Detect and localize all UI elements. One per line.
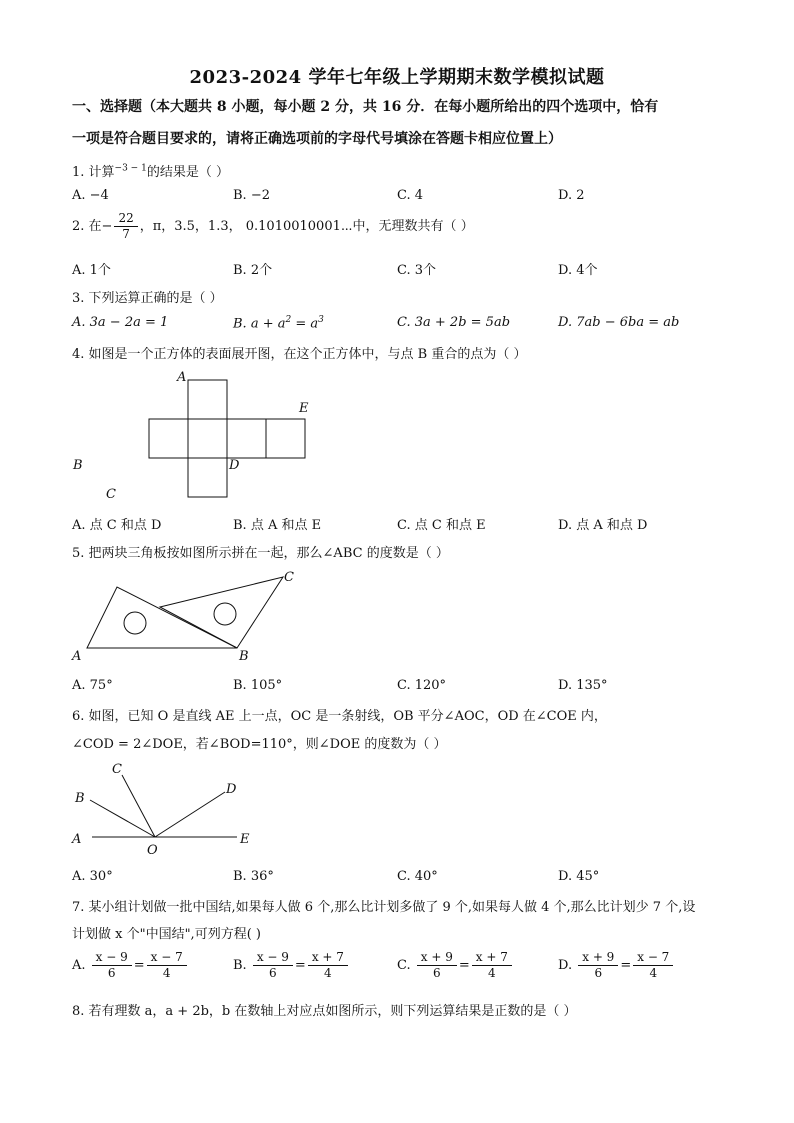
page-title: 2023-2024 学年七年级上学期期末数学模拟试题 [189, 67, 605, 88]
q7-option-b-right-fraction [308, 950, 348, 981]
q4-label-a: A [177, 370, 187, 385]
q4-option-a: A. 点 C 和点 D [72, 518, 162, 533]
q3-option-b-middle: = a [291, 316, 319, 332]
q5-option-a: A. 75° [72, 678, 113, 693]
q7-option-a-left-fraction [92, 950, 132, 981]
question-2 [72, 211, 474, 242]
q5-option-c: C. 120° [397, 678, 447, 693]
q4-label-b: B [73, 458, 83, 473]
q5-option-b: B. 105° [233, 678, 283, 693]
q3-option-b-prefix: B. a + a [233, 316, 286, 332]
q7-c-left-den: 6 [432, 966, 441, 980]
section-instructions-line1: 一、选择题（本大题共 8 小题，每小题 2 分，共 16 分．在每小题所给出的四个选项中，恰有 [72, 99, 659, 115]
q7-b-left-den: 6 [269, 966, 277, 980]
q7-option-a [72, 950, 189, 981]
question-3: 3. 下列运算正确的是（ ） [72, 291, 223, 306]
question-6-line2: ∠COD = 2∠DOE，若∠BOD=110°，则∠DOE 的度数为（ ） [72, 737, 447, 752]
q4-option-c: C. 点 C 和点 E [397, 518, 486, 533]
q7-option-c [397, 950, 514, 981]
q7-option-b-label: B. [233, 958, 247, 973]
q4-net-square-2 [188, 419, 227, 458]
q5-label-c: C [284, 570, 294, 585]
q2-option-a: A. 1个 [72, 263, 111, 278]
q4-net-square-top [188, 380, 227, 419]
q6-label-d: D [226, 782, 237, 797]
q4-label-e: E [299, 401, 309, 416]
q7-option-a-equals: = [133, 958, 145, 973]
q6-option-a: A. 30° [72, 869, 113, 884]
q2-suffix: ，π，3.5，1.3， 0.1010010001⋯中，无理数共有（ ） [139, 219, 474, 234]
question-6-line1: 6. 如图，已知 O 是直线 AE 上一点，OC 是一条射线，OB 平分∠AOC，OD 在∠COE 内， [72, 709, 607, 724]
q6-label-a: A [72, 832, 82, 847]
q2-option-c: C. 3个 [397, 263, 437, 278]
q7-d-right-num: x − 7 [633, 950, 673, 966]
q3-option-a: A. 3a − 2a = 1 [72, 315, 169, 330]
q7-option-c-label: C. [397, 958, 411, 973]
question-7-line1: 7. 某小组计划做一批中国结,如果每人做 6 个,那么比计划多做了 9 个,如果每人做 4 个,那么比计划少 7 个,设 [72, 900, 696, 915]
q5-option-d: D. 135° [558, 678, 608, 693]
q2-fraction-numerator: 22 [114, 211, 137, 227]
q6-label-c: C [112, 762, 122, 777]
q1-prefix: 1. 计算 [72, 165, 115, 180]
q3-option-b-exponent-1: 2 [285, 315, 292, 325]
q3-option-d: D. 7ab − 6ba = ab [558, 315, 680, 330]
q5-triangle-right [160, 577, 283, 648]
q1-expression: −3 − 1 [114, 163, 147, 174]
q7-d-right-den: 4 [649, 966, 658, 980]
q2-option-b: B. 2个 [233, 263, 273, 278]
q5-circle-left [124, 612, 146, 634]
q4-cube-net-diagram [70, 368, 309, 503]
q4-label-c: C [106, 487, 116, 502]
q4-option-b: B. 点 A 和点 E [233, 518, 322, 533]
q7-a-left-num: x − 9 [92, 950, 132, 966]
q7-option-b [233, 950, 350, 981]
q5-circle-right [214, 603, 236, 625]
q3-option-c: C. 3a + 2b = 5ab [397, 315, 511, 330]
q7-option-d-right-fraction [633, 950, 673, 981]
q7-a-right-den: 4 [162, 966, 171, 980]
q4-net-square-3 [227, 419, 266, 458]
q7-a-right-num: x − 7 [147, 950, 187, 966]
q7-d-left-num: x + 9 [578, 950, 618, 966]
q7-option-a-label: A. [72, 958, 86, 973]
q7-option-c-equals: = [458, 958, 470, 973]
q1-suffix: 的结果是（ ） [146, 165, 229, 180]
q3-option-b-exponent-2: 3 [318, 315, 324, 325]
question-4: 4. 如图是一个正方体的表面展开图，在这个正方体中，与点 B 重合的点为（ ） [72, 347, 527, 362]
q7-b-left-num: x − 9 [253, 950, 293, 966]
q6-label-e: E [240, 832, 250, 847]
q6-option-c: C. 40° [397, 869, 438, 884]
q1-option-a: A. −4 [72, 188, 109, 203]
q7-option-d-left-fraction [578, 950, 618, 981]
q2-fraction-denominator: 7 [122, 227, 130, 241]
q6-option-d: D. 45° [558, 869, 600, 884]
q6-label-o: O [147, 843, 158, 858]
question-1 [72, 161, 229, 180]
q7-b-right-den: 4 [324, 966, 332, 980]
q6-label-b: B [75, 791, 85, 806]
q7-option-d-equals: = [620, 958, 632, 973]
q7-c-right-den: 4 [487, 966, 496, 980]
section-instructions-line2: 一项是符合题目要求的，请将正确选项前的字母代号填涂在答题卡相应位置上） [72, 131, 562, 147]
question-5: 5. 把两块三角板按如图所示拼在一起，那么∠ABC 的度数是（ ） [72, 546, 449, 561]
q4-net-square-4 [266, 419, 305, 458]
q7-option-d [558, 950, 675, 981]
q3-option-b [233, 315, 324, 331]
q5-label-a: A [72, 649, 82, 664]
question-8: 8. 若有理数 a，a + 2b，b 在数轴上对应点如图所示，则下列运算结果是正数的是（ ） [72, 1004, 577, 1019]
q4-net-square-1 [149, 419, 188, 458]
q2-fraction [114, 211, 137, 242]
q7-option-b-equals: = [294, 958, 306, 973]
q6-option-b: B. 36° [233, 869, 274, 884]
q6-ray-od [155, 792, 225, 837]
q7-c-right-num: x + 7 [472, 950, 512, 966]
q2-prefix: 2. 在− [72, 219, 113, 234]
q1-option-c: C. 4 [397, 188, 424, 203]
q6-angle-diagram [65, 755, 275, 860]
q1-option-b: B. −2 [233, 188, 270, 203]
q2-option-d: D. 4个 [558, 263, 598, 278]
q7-b-right-num: x + 7 [308, 950, 348, 966]
q7-option-c-left-fraction [417, 950, 457, 981]
q7-d-left-den: 6 [594, 966, 603, 980]
q5-triangle-diagram [65, 565, 315, 670]
q7-a-left-den: 6 [107, 966, 116, 980]
q7-option-a-right-fraction [147, 950, 187, 981]
q4-net-square-bottom [188, 458, 227, 497]
q4-label-d: D [229, 458, 240, 473]
q7-option-b-left-fraction [253, 950, 293, 981]
q7-c-left-num: x + 9 [417, 950, 457, 966]
q7-option-d-label: D. [558, 958, 573, 973]
q1-option-d: D. 2 [558, 188, 585, 203]
q7-option-c-right-fraction [472, 950, 512, 981]
q4-option-d: D. 点 A 和点 D [558, 518, 648, 533]
q5-label-b: B [239, 649, 249, 664]
question-7-line2: 计划做 x 个"中国结",可列方程( ) [72, 927, 261, 942]
